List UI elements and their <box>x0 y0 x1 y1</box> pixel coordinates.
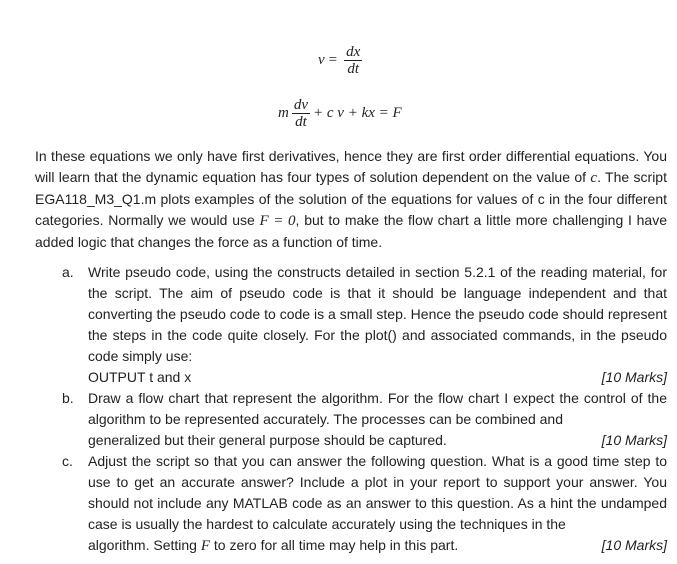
eq2-denominator: dt <box>295 114 307 130</box>
equation-dynamic <box>278 97 402 130</box>
question-b-last-line: generalized but their general purpose should be captured. <box>88 432 447 448</box>
eq1-denominator: dt <box>347 61 360 77</box>
equation-velocity <box>318 44 365 77</box>
eq2-numerator: dv <box>293 97 309 113</box>
question-b <box>62 388 667 451</box>
eq2-fraction <box>292 97 310 130</box>
question-a-text: Write pseudo code, using the constructs detailed in section 5.2.1 of the reading material, for the script. The aim of pseudo code is that it should be language independent and that converting the pseudo code to code is a small step. Hence the pseudo code should represent the steps in the code quite closely. For the plot() and associated commands, in the pseudo code simply use: <box>88 264 667 364</box>
question-a <box>62 262 667 388</box>
question-b-marker: b. <box>62 390 74 406</box>
question-c-marker: c. <box>62 453 73 469</box>
question-c-marks: [10 Marks] <box>601 537 667 553</box>
question-c-f-variable: F <box>200 538 211 554</box>
eq1-lhs: v <box>318 52 325 68</box>
eq1-equals: = <box>328 52 338 68</box>
question-c-last-line-a: algorithm. Setting <box>88 537 201 553</box>
question-c-last-line <box>88 535 458 557</box>
eq1-numerator: dx <box>346 44 361 60</box>
question-a-marker: a. <box>62 264 74 280</box>
question-c-text: Adjust the script so that you can answer the following question. What is a good time step to use to get an accurate answer? Include a plot in your report to support your answer. You should not include any MATLAB code as an answer to this question. As a hint the undamped case is usually the hardest to calculate accurately using the techniques in the <box>88 453 667 532</box>
question-a-marks: [10 Marks] <box>601 369 667 385</box>
question-c-last-line-b: to zero for all time may help in this part. <box>210 537 459 553</box>
eq1-fraction <box>344 44 362 77</box>
question-b-marks: [10 Marks] <box>601 432 667 448</box>
question-b-text: Draw a flow chart that represent the algorithm. For the flow chart I expect the control of the algorithm to be represented accurately. The processes can be combined and <box>88 390 667 427</box>
intro-paragraph <box>35 146 667 253</box>
question-a-output-line: OUTPUT t and x <box>88 369 192 385</box>
eq2-coefficient: m <box>278 105 289 121</box>
intro-f-equals-zero: F = 0 <box>259 213 296 229</box>
question-c <box>62 451 667 557</box>
eq2-rest: + c v + kx = F <box>313 105 402 121</box>
intro-c-variable: c <box>590 170 598 186</box>
intro-part1: In these equations we only have first derivatives, hence they are first order differential equations. You will learn that the dynamic equation has four types of solution dependent on the value of <box>35 148 667 185</box>
intro-part3: , but to make the flow chart a little more challenging I have added logic that changes the force as a function of time. <box>35 212 667 250</box>
question-list <box>62 262 667 557</box>
intro-part2: . The script EGA118_M3_Q1.m plots examples of the solution of the equations for values of c in the four different categories. Normally we would use <box>35 169 667 228</box>
